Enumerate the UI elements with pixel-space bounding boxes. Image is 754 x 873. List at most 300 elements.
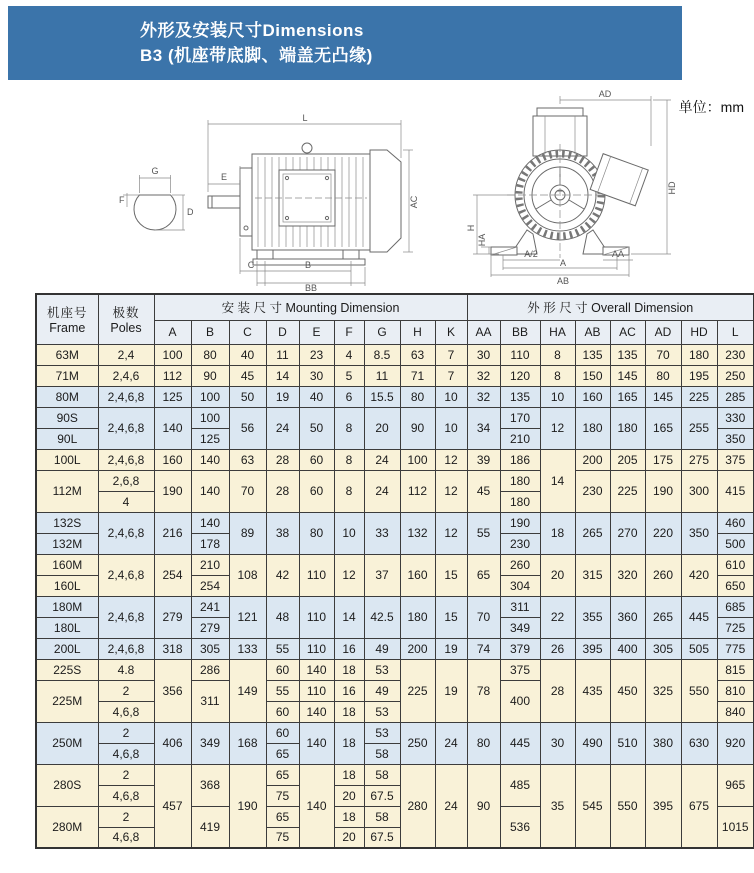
table-cell: 2,4,6,8 (98, 596, 154, 638)
table-cell: 2,6,8 (98, 470, 154, 491)
table-cell: 318 (154, 638, 191, 659)
table-cell: 12 (540, 407, 575, 449)
table-cell: 112 (154, 365, 191, 386)
table-cell: 190 (229, 764, 266, 848)
table-row (36, 512, 754, 533)
table-cell: 67.5 (364, 785, 400, 806)
motor-side-view-diagram (195, 110, 465, 292)
table-cell: 305 (191, 638, 229, 659)
table-cell: 180 (681, 344, 717, 365)
header-col-g: G (364, 320, 400, 344)
table-cell: 250M (36, 722, 98, 764)
table-cell: 12 (435, 449, 467, 470)
table-cell: 450 (610, 659, 645, 722)
dim-label-bb: BB (304, 283, 318, 292)
table-row (36, 407, 754, 428)
table-cell: 65 (266, 806, 299, 827)
table-cell: 2,4,6,8 (98, 386, 154, 407)
table-cell: 178 (191, 533, 229, 554)
table-cell: 19 (435, 638, 467, 659)
table-cell: 145 (610, 365, 645, 386)
table-cell: 80 (191, 344, 229, 365)
table-cell: 140 (191, 512, 229, 533)
unit-label: 单位：mm (678, 99, 744, 115)
table-cell: 457 (154, 764, 191, 848)
table-row (36, 659, 754, 680)
table-cell: 150 (575, 365, 610, 386)
table-cell: 279 (191, 617, 229, 638)
table-cell: 415 (717, 470, 754, 512)
table-cell: 180L (36, 617, 98, 638)
table-cell: 610 (717, 554, 754, 575)
header-row-groups (36, 294, 754, 320)
table-cell: 56 (229, 407, 266, 449)
dim-label-f: F (119, 195, 125, 205)
table-cell: 120 (500, 365, 540, 386)
table-cell: 311 (191, 680, 229, 722)
header-frame-en: Frame (49, 321, 86, 336)
table-cell: 160 (400, 554, 435, 596)
table-cell: 4 (334, 344, 364, 365)
table-cell: 225 (610, 470, 645, 512)
table-cell: 395 (575, 638, 610, 659)
table-cell: 2 (98, 806, 154, 827)
table-cell: 18 (334, 659, 364, 680)
table-cell: 545 (575, 764, 610, 848)
table-cell: 100 (400, 449, 435, 470)
table-cell: 225M (36, 680, 98, 722)
table-cell: 30 (299, 365, 334, 386)
table-cell: 260 (645, 554, 681, 596)
table-cell: 89 (229, 512, 266, 554)
table-cell: 550 (610, 764, 645, 848)
table-row (36, 386, 754, 407)
table-cell: 8 (540, 344, 575, 365)
table-cell: 35 (540, 764, 575, 848)
header-col-b: B (191, 320, 229, 344)
table-cell: 78 (467, 659, 500, 722)
table-cell: 30 (467, 344, 500, 365)
table-cell: 190 (500, 512, 540, 533)
header-col-ha: HA (540, 320, 575, 344)
table-cell: 350 (717, 428, 754, 449)
table-cell: 500 (717, 533, 754, 554)
table-cell: 375 (500, 659, 540, 680)
table-cell: 20 (540, 554, 575, 596)
table-cell: 490 (575, 722, 610, 764)
table-row (36, 722, 754, 743)
table-cell: 12 (334, 554, 364, 596)
table-cell: 14 (334, 596, 364, 638)
dim-label-ac: AC (409, 195, 419, 209)
header-mounting-group: 安 装 尺 寸 Mounting Dimension (154, 294, 467, 320)
table-cell: 230 (717, 344, 754, 365)
table-cell: 7 (435, 365, 467, 386)
table-cell: 135 (500, 386, 540, 407)
shaft-section-drawing (117, 163, 193, 245)
table-cell: 140 (299, 764, 334, 848)
table-cell: 135 (575, 344, 610, 365)
table-cell: 10 (435, 407, 467, 449)
table-cell: 63M (36, 344, 98, 365)
dim-label-l: L (302, 113, 308, 123)
header-frame-zh: 机座号 (46, 306, 88, 321)
table-cell: 20 (334, 785, 364, 806)
table-cell: 270 (610, 512, 645, 554)
header-col-ab: AB (575, 320, 610, 344)
table-cell: 20 (334, 827, 364, 848)
table-cell: 180M (36, 596, 98, 617)
table-cell: 250 (400, 722, 435, 764)
table-cell: 400 (500, 680, 540, 722)
table-cell: 8 (334, 470, 364, 512)
table-cell: 55 (467, 512, 500, 554)
table-cell: 65 (266, 764, 299, 785)
table-cell: 200L (36, 638, 98, 659)
table-cell: 65 (467, 554, 500, 596)
table-cell: 140 (299, 722, 334, 764)
table-row (36, 764, 754, 785)
table-cell: 108 (229, 554, 266, 596)
table-cell: 110 (299, 680, 334, 701)
dim-label-d: D (187, 207, 193, 217)
table-cell: 311 (500, 596, 540, 617)
table-row (36, 344, 754, 365)
title-banner (8, 6, 682, 80)
table-cell: 100 (191, 407, 229, 428)
table-cell: 133 (229, 638, 266, 659)
table-cell: 32 (467, 365, 500, 386)
table-cell: 45 (229, 365, 266, 386)
table-cell: 26 (540, 638, 575, 659)
table-cell: 2,4,6,8 (98, 407, 154, 449)
table-cell: 140 (191, 449, 229, 470)
table-cell: 225S (36, 659, 98, 680)
table-cell: 254 (191, 575, 229, 596)
table-cell: 37 (364, 554, 400, 596)
table-cell: 132 (400, 512, 435, 554)
table-cell: 241 (191, 596, 229, 617)
table-cell: 42.5 (364, 596, 400, 638)
table-cell: 90 (467, 764, 500, 848)
table-cell: 24 (435, 722, 467, 764)
dim-label-a-half: A/2 (524, 249, 538, 259)
table-cell: 10 (334, 512, 364, 554)
table-cell: 810 (717, 680, 754, 701)
header-poles-zh: 极数 (112, 306, 140, 321)
table-cell: 80M (36, 386, 98, 407)
table-cell: 32 (467, 386, 500, 407)
table-cell: 71 (400, 365, 435, 386)
table-cell: 356 (154, 659, 191, 722)
table-cell: 132M (36, 533, 98, 554)
table-cell: 7 (435, 344, 467, 365)
table-cell: 132S (36, 512, 98, 533)
table-cell: 110 (299, 554, 334, 596)
table-cell: 112 (400, 470, 435, 512)
table-cell: 406 (154, 722, 191, 764)
table-cell: 675 (681, 764, 717, 848)
header-col-k: K (435, 320, 467, 344)
table-cell: 2 (98, 722, 154, 743)
table-cell: 90S (36, 407, 98, 428)
table-cell: 725 (717, 617, 754, 638)
table-cell: 60 (299, 470, 334, 512)
table-cell: 74 (467, 638, 500, 659)
header-col-f: F (334, 320, 364, 344)
table-cell: 255 (681, 407, 717, 449)
table-cell: 100 (154, 344, 191, 365)
table-cell: 280S (36, 764, 98, 806)
table-cell: 505 (681, 638, 717, 659)
table-cell: 18 (334, 764, 364, 785)
table-cell: 2 (98, 764, 154, 785)
table-cell: 165 (645, 407, 681, 449)
table-cell: 125 (154, 386, 191, 407)
table-cell: 15 (435, 596, 467, 638)
header-col-l: L (717, 320, 754, 344)
table-cell: 325 (645, 659, 681, 722)
table-cell: 80 (467, 722, 500, 764)
table-cell: 368 (191, 764, 229, 806)
table-cell: 920 (717, 722, 754, 764)
table-cell: 63 (400, 344, 435, 365)
table-row (36, 554, 754, 575)
header-col-aa: AA (467, 320, 500, 344)
table-cell: 24 (364, 449, 400, 470)
table-cell: 230 (500, 533, 540, 554)
dim-label-ab: AB (556, 276, 570, 286)
table-cell: 28 (266, 449, 299, 470)
table-cell: 445 (500, 722, 540, 764)
table-cell: 60 (266, 701, 299, 722)
table-cell: 53 (364, 701, 400, 722)
table-cell: 840 (717, 701, 754, 722)
header-overall-group: 外 形 尺 寸 Overall Dimension (467, 294, 754, 320)
table-cell: 180 (575, 407, 610, 449)
table-cell: 8 (334, 407, 364, 449)
table-cell: 71M (36, 365, 98, 386)
table-row (36, 365, 754, 386)
table-cell: 28 (540, 659, 575, 722)
table-cell: 175 (645, 449, 681, 470)
table-cell: 80 (299, 512, 334, 554)
motor-front-view-diagram (465, 88, 695, 292)
table-cell: 40 (229, 344, 266, 365)
table-cell: 225 (681, 386, 717, 407)
table-cell: 186 (500, 449, 540, 470)
table-cell: 230 (575, 470, 610, 512)
table-cell: 70 (467, 596, 500, 638)
table-cell: 100 (191, 386, 229, 407)
table-cell: 2,4,6,8 (98, 638, 154, 659)
table-cell: 24 (266, 407, 299, 449)
table-cell: 190 (154, 470, 191, 512)
table-cell: 2,4,6 (98, 365, 154, 386)
dim-label-g: G (151, 166, 159, 176)
table-cell: 1015 (717, 806, 754, 848)
table-cell: 58 (364, 806, 400, 827)
table-cell: 305 (645, 638, 681, 659)
table-cell: 100L (36, 449, 98, 470)
table-cell: 205 (610, 449, 645, 470)
table-cell: 260 (500, 554, 540, 575)
table-cell: 70 (229, 470, 266, 512)
table-cell: 375 (717, 449, 754, 470)
table-cell: 67.5 (364, 827, 400, 848)
table-cell: 24 (364, 470, 400, 512)
table-cell: 180 (500, 491, 540, 512)
table-row (36, 470, 754, 491)
table-cell: 250 (717, 365, 754, 386)
table-cell: 58 (364, 764, 400, 785)
table-cell: 60 (266, 722, 299, 743)
table-cell: 65 (266, 743, 299, 764)
table-cell: 4.8 (98, 659, 154, 680)
table-cell: 140 (299, 659, 334, 680)
table-cell: 200 (400, 638, 435, 659)
table-cell: 50 (299, 407, 334, 449)
table-cell: 90 (400, 407, 435, 449)
table-cell: 2,4,6,8 (98, 512, 154, 554)
table-cell: 400 (610, 638, 645, 659)
table-cell: 460 (717, 512, 754, 533)
header-col-c: C (229, 320, 266, 344)
table-cell: 58 (364, 743, 400, 764)
table-cell: 19 (266, 386, 299, 407)
table-cell: 20 (364, 407, 400, 449)
shaft-section-diagram (117, 163, 193, 245)
table-cell: 380 (645, 722, 681, 764)
table-cell: 149 (229, 659, 266, 722)
table-cell: 160 (154, 449, 191, 470)
table-cell: 11 (364, 365, 400, 386)
table-cell: 225 (400, 659, 435, 722)
table-cell: 145 (645, 386, 681, 407)
table-cell: 775 (717, 638, 754, 659)
table-cell: 63 (229, 449, 266, 470)
table-cell: 8 (540, 365, 575, 386)
header-col-ad: AD (645, 320, 681, 344)
table-cell: 4,6,8 (98, 785, 154, 806)
table-cell: 8 (334, 449, 364, 470)
dim-label-ad: AD (598, 89, 612, 99)
table-cell: 180 (400, 596, 435, 638)
table-cell: 216 (154, 512, 191, 554)
table-row (36, 449, 754, 470)
table-cell: 965 (717, 764, 754, 806)
table-cell: 40 (299, 386, 334, 407)
table-cell: 279 (154, 596, 191, 638)
table-cell: 18 (334, 701, 364, 722)
header-col-a: A (154, 320, 191, 344)
table-cell: 160M (36, 554, 98, 575)
header-col-ac: AC (610, 320, 645, 344)
table-cell: 45 (467, 470, 500, 512)
table-cell: 4,6,8 (98, 827, 154, 848)
table-cell: 2 (98, 680, 154, 701)
table-cell: 49 (364, 638, 400, 659)
table-cell: 200 (575, 449, 610, 470)
table-cell: 18 (334, 722, 364, 764)
table-cell: 48 (266, 596, 299, 638)
table-cell: 55 (266, 638, 299, 659)
page-title: 外形及安装尺寸Dimensions (140, 21, 364, 40)
table-cell: 280 (400, 764, 435, 848)
table-cell: 379 (500, 638, 540, 659)
table-cell: 360 (610, 596, 645, 638)
table-cell: 220 (645, 512, 681, 554)
table-cell: 6 (334, 386, 364, 407)
table-cell: 15 (435, 554, 467, 596)
table-cell: 33 (364, 512, 400, 554)
table-cell: 8.5 (364, 344, 400, 365)
table-cell: 4,6,8 (98, 743, 154, 764)
table-cell: 395 (645, 764, 681, 848)
table-cell: 304 (500, 575, 540, 596)
dim-label-h: H (466, 224, 476, 232)
table-cell: 815 (717, 659, 754, 680)
table-cell: 12 (435, 470, 467, 512)
dim-label-ha: HA (477, 233, 487, 247)
table-cell: 165 (610, 386, 645, 407)
table-cell: 110 (299, 638, 334, 659)
table-cell: 60 (299, 449, 334, 470)
table-cell: 110 (500, 344, 540, 365)
dim-label-b: B (304, 260, 312, 270)
table-cell: 53 (364, 659, 400, 680)
table-cell: 265 (645, 596, 681, 638)
dim-label-a: A (559, 258, 567, 268)
table-cell: 53 (364, 722, 400, 743)
table-cell: 121 (229, 596, 266, 638)
table-cell: 550 (681, 659, 717, 722)
dim-label-hd: HD (667, 181, 677, 195)
table-cell: 18 (540, 512, 575, 554)
table-cell: 170 (500, 407, 540, 428)
table-cell: 630 (681, 722, 717, 764)
table-cell: 42 (266, 554, 299, 596)
table-cell: 300 (681, 470, 717, 512)
table-cell: 30 (540, 722, 575, 764)
table-cell: 75 (266, 827, 299, 848)
table-cell: 435 (575, 659, 610, 722)
table-cell: 2,4,6,8 (98, 449, 154, 470)
table-body (36, 344, 754, 848)
table-cell: 5 (334, 365, 364, 386)
table-cell: 195 (681, 365, 717, 386)
table-cell: 330 (717, 407, 754, 428)
table-cell: 34 (467, 407, 500, 449)
table-cell: 180 (500, 470, 540, 491)
table-cell: 110 (299, 596, 334, 638)
table-cell: 349 (500, 617, 540, 638)
table-row (36, 596, 754, 617)
motor-front-view-drawing (465, 88, 695, 292)
table-cell: 49 (364, 680, 400, 701)
table-cell: 285 (717, 386, 754, 407)
table-cell: 265 (575, 512, 610, 554)
table-cell: 19 (435, 659, 467, 722)
table-head (36, 294, 754, 344)
table-cell: 510 (610, 722, 645, 764)
header-poles-en: Poles (110, 321, 142, 336)
table-cell: 210 (500, 428, 540, 449)
table-cell: 650 (717, 575, 754, 596)
table-cell: 168 (229, 722, 266, 764)
table-cell: 160L (36, 575, 98, 596)
table-cell: 18 (334, 806, 364, 827)
